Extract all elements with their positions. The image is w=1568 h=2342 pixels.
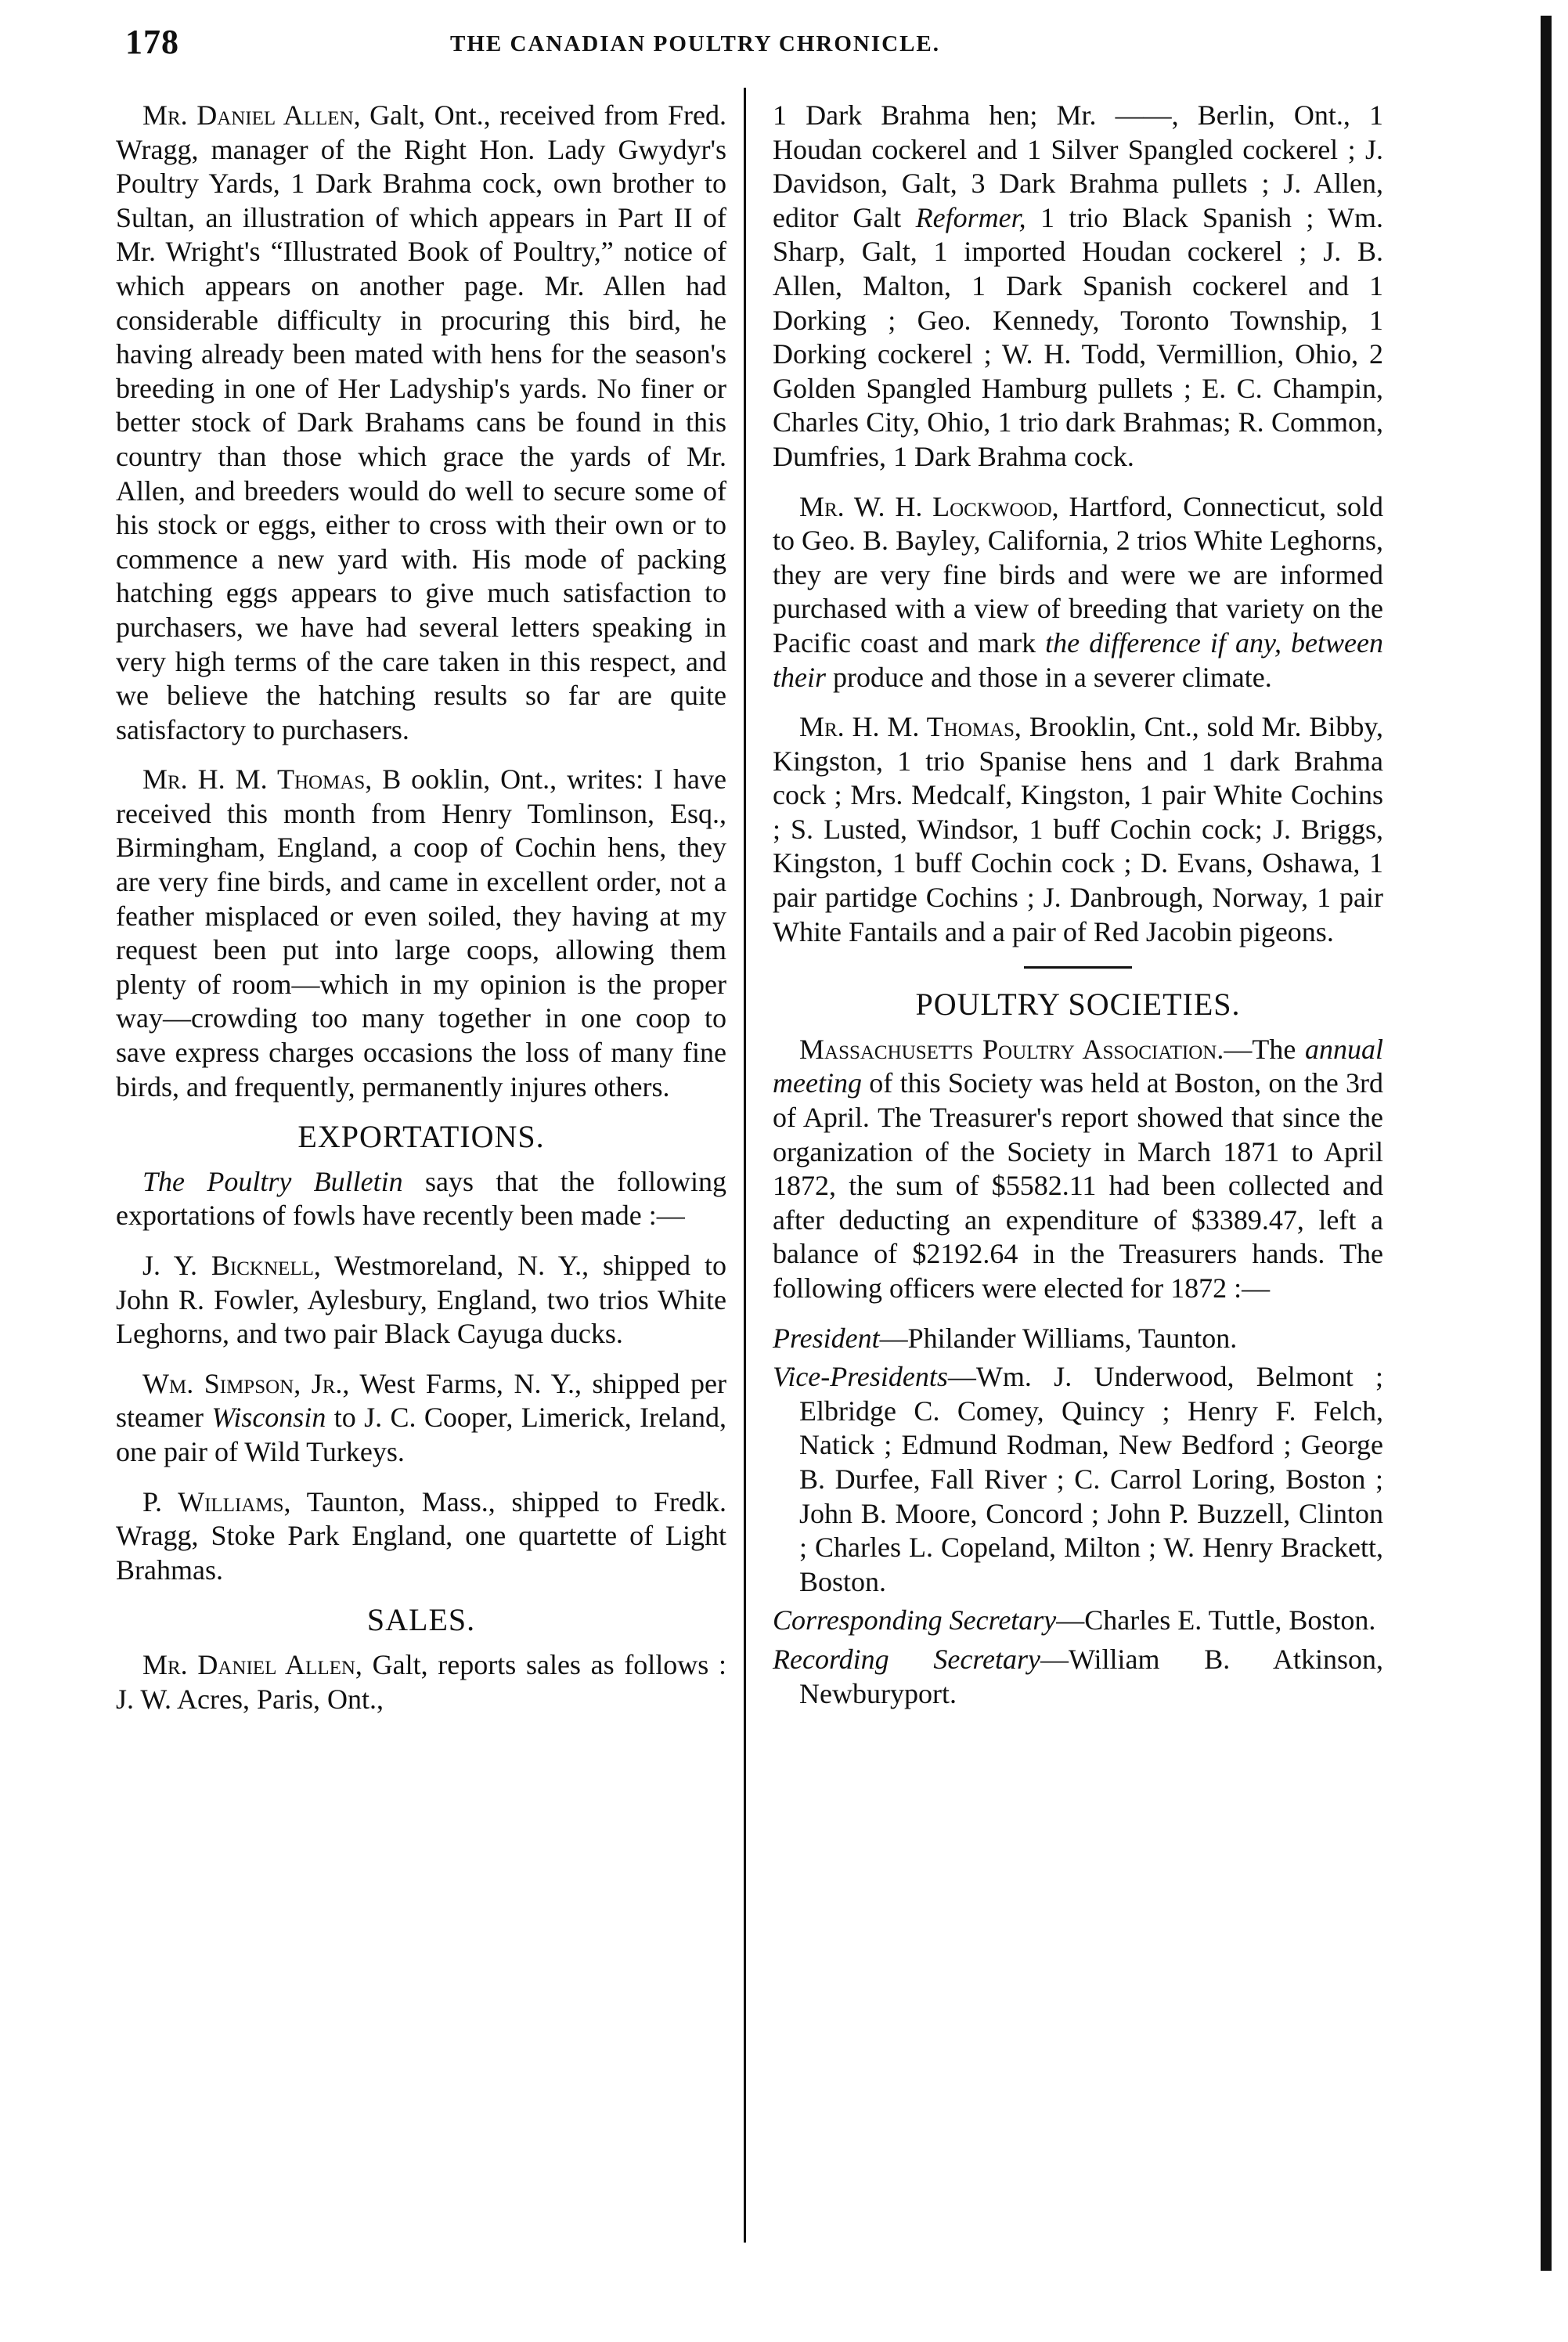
column-divider: [744, 88, 746, 2243]
officer-title: Corresponding Secretary: [773, 1604, 1057, 1637]
lockwood-paragraph: [773, 490, 1383, 695]
bulletin-text: says that the following exportations of fowls have recently been made :—: [116, 1165, 727, 1232]
societies-heading: POULTRY SOCIETIES.: [915, 987, 1241, 1023]
section-rule: [1024, 966, 1132, 969]
officer-title: President: [773, 1322, 880, 1354]
williams-text: Taunton, Mass., shipped to Fredk. Wragg, Stoke Park England, one quartette of Light Brahmas.: [116, 1485, 726, 1586]
lockwood-text-2: produce and those in a severer climate.: [833, 661, 1272, 693]
thomas2-name: Mr. H. M. Thomas,: [799, 711, 1022, 743]
officer-title: Recording Secretary: [773, 1643, 1040, 1675]
officer-line: [773, 1604, 1383, 1638]
sales-paragraph: [116, 1648, 726, 1716]
lockwood-italic: the difference if any, between their: [773, 626, 1383, 693]
allen-name: Mr. Daniel Allen,: [142, 99, 361, 131]
sales-cont-text-2: 1 trio Black Spanish ; Wm. Sharp, Galt, 1 imported Houdan cockerel ; J. B. Allen, Malton, 1 Dark Spanish cockerel and 1 Dorking ; Geo. Kennedy, Toronto Township, 1 Dorking cockerel ; W. H. Todd, Vermillion, Ohio, 2 Golden Spangled Hamburg pullets ; E. C. Champin, Charles City, Ohio, 1 trio dark Brahmas; R. Common, Dumfries, 1 Dark Brahma cock.: [773, 201, 1383, 472]
bulletin-title: The Poultry Bulletin: [142, 1165, 403, 1197]
lockwood-text-1: Hartford, Connecticut, sold to Geo. B. Bayley, California, 2 trios White Leghorns, they are very fine birds and were we are informed purchased with a view of breeding that variety on the Pacific coast and mark: [773, 490, 1383, 659]
running-head: THE CANADIAN POULTRY CHRONICLE.: [450, 31, 941, 56]
sales-reformer: Reformer,: [915, 201, 1026, 233]
right-column: [773, 99, 1383, 1716]
bicknell-text: Westmoreland, N. Y., shipped to John R. Fowler, Aylesbury, England, two trios White Leghorns, and two pair Black Cayuga ducks.: [116, 1250, 726, 1350]
officer-names: —Wm. J. Underwood, Belmont ; Elbridge C. Comey, Quincy ; Henry F. Felch, Natick ; Edmund Rodman, New Bedford ; George B. Durfee, Fall River ; C. Carrol Loring, Boston ; John B. Moore, Concord ; John P. Buzzell, Clinton ; Charles L. Copeland, Milton ; W. Henry Brackett, Boston.: [799, 1361, 1383, 1597]
lockwood-name: Mr. W. H. Lockwood,: [799, 490, 1059, 522]
page-number: 178: [125, 23, 179, 61]
bulletin-paragraph: [116, 1165, 726, 1233]
officer-title: Vice-Presidents: [773, 1361, 948, 1393]
page-header: [117, 22, 1495, 72]
williams-name: P. Williams,: [142, 1485, 291, 1517]
thomas-name: Mr. H. M. Thomas,: [142, 763, 373, 796]
massachusetts-paragraph: [773, 1033, 1383, 1306]
left-column: [116, 99, 726, 1732]
thomas2-paragraph: [773, 710, 1383, 949]
officer-line: [773, 1643, 1383, 1711]
sales-text: Galt, reports sales as follows : J. W. Acres, Paris, Ont.,: [116, 1648, 726, 1715]
massachusetts-name: Massachusetts Poultry Association.: [799, 1033, 1224, 1065]
thomas-text: B ooklin, Ont., writes: I have received this month from Henry Tomlinson, Esq., Birmingham, England, a coop of Cochin hens, they are very fine birds, and came in excellent order, not a feather misplaced or even soiled, they having at my request been put into large coops, allowing them plenty of room—which in my opinion is the proper way—crowding too many together in one coop to save express charges occasions the loss of many fine birds, and frequently, permanently injures others.: [116, 763, 726, 1102]
bicknell-paragraph: [116, 1249, 726, 1351]
massachusetts-italic: annual meeting: [773, 1033, 1384, 1099]
thomas-paragraph: [116, 763, 726, 1104]
simpson-paragraph: [116, 1367, 726, 1470]
sales-continuation: [773, 99, 1383, 475]
sales-heading: SALES.: [366, 1602, 476, 1638]
williams-paragraph: [116, 1485, 726, 1588]
bicknell-name: J. Y. Bicknell,: [142, 1250, 321, 1281]
exportations-heading: EXPORTATIONS.: [297, 1119, 545, 1155]
sales-name: Mr. Daniel Allen,: [142, 1648, 362, 1680]
binding-edge: [1541, 16, 1552, 2271]
thomas2-text: Brooklin, Cnt., sold Mr. Bibby, Kingston, 1 trio Spanise hens and 1 dark Brahma cock ; Mrs. Medcalf, Kingston, 1 pair White Cochins ; S. Lusted, Windsor, 1 buff Cochin cock; J. Briggs, Kingston, 1 buff Cochin cock ; D. Evans, Oshawa, 1 pair partidge Cochins ; J. Danbrough, Norway, 1 pair White Fantails and a pair of Red Jacobin pigeons.: [773, 711, 1384, 947]
sales-cont-text: 1 Dark Brahma hen; Mr. ——, Berlin, Ont., 1 Houdan cockerel and 1 Silver Spangled cockerel ; J. Davidson, Galt, 3 Dark Brahma pullets ; J. Allen, editor Galt: [773, 99, 1383, 233]
officer-names: —Charles E. Tuttle, Boston.: [1056, 1604, 1376, 1637]
massachusetts-text-1: —The: [1224, 1033, 1296, 1065]
massachusetts-text-2: of this Society was held at Boston, on the 3rd of April. The Treasurer's report showed that since the organization of the Society in March 1871 to April 1872, the sum of $5582.11 had been collected and after deducting an expenditure of $3389.47, left a balance of $2192.64 in the Treasurers hands. The following officers were elected for 1872 :—: [773, 1067, 1383, 1304]
simpson-name: Wm. Simpson, Jr.,: [142, 1367, 350, 1399]
allen-paragraph: [116, 99, 726, 747]
simpson-text-2: to J. C. Cooper, Limerick, Ireland, one pair of Wild Turkeys.: [116, 1402, 727, 1467]
allen-text: Galt, Ont., received from Fred. Wragg, manager of the Right Hon. Lady Gwydyr's Poultry Yards, 1 Dark Brahma cock, own brother to Sultan, an illustration of which appears in Part II of Mr. Wright's “Illustrated Book of Poultry,” notice of which appears on another page. Mr. Allen had considerable difficulty in procuring this bird, he having already been mated with hens for the season's breeding in one of Her Ladyship's yards. No finer or better stock of Dark Brahams cans be found in this country than those which grace the yards of Mr. Allen, and breeders would do well to secure some of his stock or eggs, either to cross with their own or to commence a new yard with. His mode of packing hatching eggs appears to give much satisfaction to purchasers, we have had several letters speaking in very high terms of the care taken in this respect, and we believe the hatching results so far are quite satisfactory to purchasers.: [116, 99, 726, 745]
simpson-ship: Wisconsin: [211, 1402, 326, 1434]
officer-line: [773, 1360, 1383, 1599]
officer-names: —William B. Atkinson, Newburyport.: [799, 1643, 1383, 1709]
simpson-text-1: West Farms, N. Y., shipped per steamer: [116, 1367, 726, 1434]
officer-line: [773, 1322, 1383, 1356]
officer-names: —Philander Williams, Taunton.: [879, 1322, 1238, 1354]
